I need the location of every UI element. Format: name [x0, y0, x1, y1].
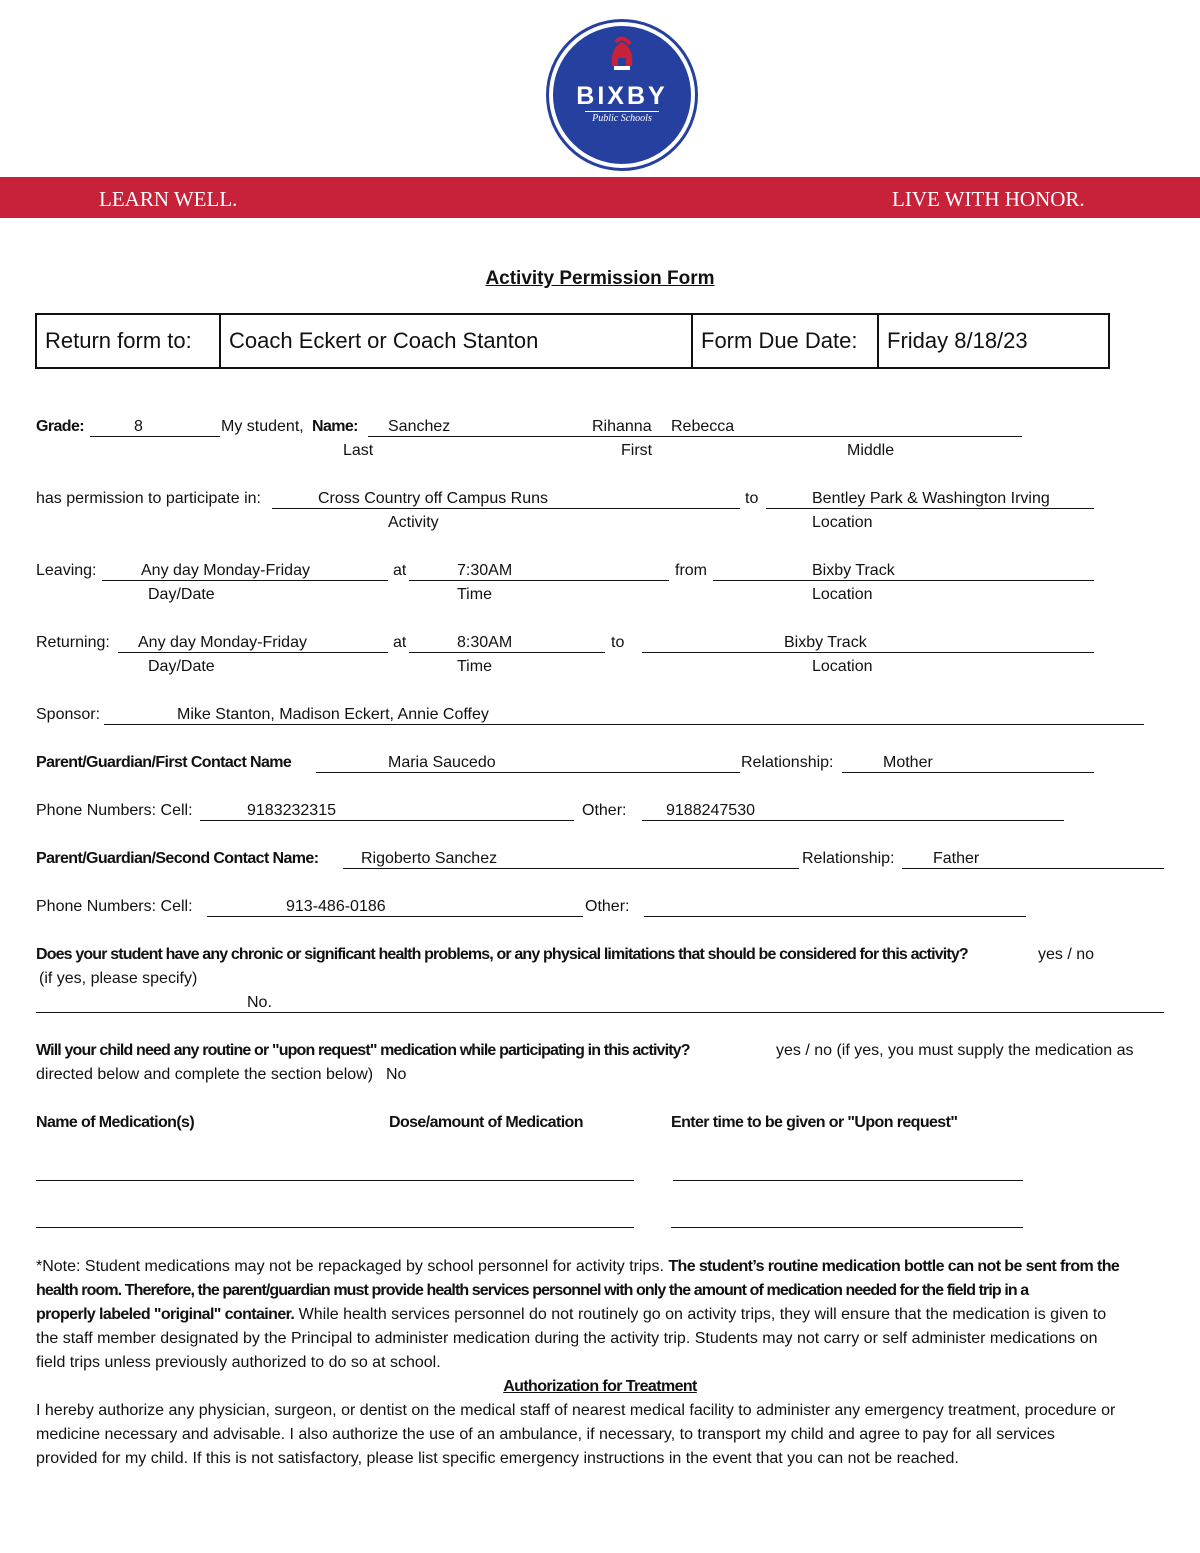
- due-label: Form Due Date:: [693, 315, 879, 367]
- returning-at: at: [393, 634, 407, 651]
- first-caption: First: [621, 442, 653, 459]
- contact2-phone-label: Phone Numbers: Cell:: [36, 898, 193, 915]
- medication-col-name: Name of Medication(s): [36, 1114, 195, 1131]
- contact2-relationship-line: [902, 868, 1164, 869]
- contact2-relationship-value: Father: [933, 850, 980, 867]
- leaving-time-value: 7:30AM: [457, 562, 513, 579]
- medication-row2-name-line: [36, 1227, 634, 1228]
- contact1-name-value: Maria Saucedo: [388, 754, 496, 771]
- returning-day-line: [118, 652, 388, 653]
- authorization-line3: provided for my child. If this is not satisfactory, please list specific emergency instructions in the event that you can not be reached.: [36, 1450, 959, 1467]
- return-value: Coach Eckert or Coach Stanton: [221, 315, 693, 367]
- medication-answer: No: [386, 1066, 407, 1083]
- leaving-location-value: Bixby Track: [812, 562, 895, 579]
- last-name-value: Sanchez: [388, 418, 451, 435]
- grade-label: Grade:: [36, 418, 84, 435]
- leaving-day-line: [102, 580, 388, 581]
- leaving-day-value: Any day Monday-Friday: [141, 562, 310, 579]
- contact2-cell-value: 913-486-0186: [286, 898, 386, 915]
- contact2-relationship-label: Relationship:: [802, 850, 895, 867]
- returning-time-line: [409, 652, 605, 653]
- returning-location-line: [642, 652, 1094, 653]
- activity-label: has permission to participate in:: [36, 490, 261, 507]
- activity-caption: Activity: [388, 514, 439, 531]
- note-line5: field trips unless previously authorized to do so at school.: [36, 1354, 441, 1371]
- note-start: *Note: Student medications may not be repackaged by school personnel for activity trips.: [36, 1258, 664, 1275]
- note-line1: [36, 1258, 1119, 1276]
- authorization-line2: medicine necessary and advisable. I also authorize the use of an ambulance, if necessary, to transport my child and agree to pay for all services: [36, 1426, 1055, 1443]
- returning-day-caption: Day/Date: [148, 658, 215, 675]
- returning-location-caption: Location: [812, 658, 873, 675]
- note-bold3: properly labeled "original" container.: [36, 1306, 295, 1323]
- contact1-relationship-line: [842, 772, 1094, 773]
- sponsor-label: Sponsor:: [36, 706, 101, 723]
- health-question: Does your student have any chronic or significant health problems, or any physical limitations that should be considered for this activity?: [36, 946, 968, 963]
- activity-value: Cross Country off Campus Runs: [318, 490, 549, 507]
- contact2-name-line: [343, 868, 799, 869]
- activity-location-line: [766, 508, 1094, 509]
- activity-to: to: [745, 490, 759, 507]
- leaving-from: from: [675, 562, 707, 579]
- middle-name-value: Rebecca: [671, 418, 735, 435]
- medication-row1-name-line: [36, 1180, 634, 1181]
- activity-location-value: Bentley Park & Washington Irving: [812, 490, 1050, 507]
- contact1-cell-value: 9183232315: [247, 802, 336, 819]
- medication-line2: directed below and complete the section below): [36, 1066, 374, 1083]
- returning-time-caption: Time: [457, 658, 492, 675]
- note-rest3: While health services personnel do not routinely go on activity trips, they will ensure that the medication is given to: [298, 1306, 1107, 1323]
- name-label: Name:: [312, 418, 358, 435]
- returning-day-value: Any day Monday-Friday: [138, 634, 307, 651]
- right-motto: LIVE WITH HONOR.: [892, 187, 1085, 211]
- logo-name: BIXBY: [576, 82, 668, 110]
- authorization-title: Authorization for Treatment: [503, 1378, 697, 1395]
- leaving-label: Leaving:: [36, 562, 97, 579]
- logo-subtitle: Public Schools: [592, 113, 652, 124]
- leaving-day-caption: Day/Date: [148, 586, 215, 603]
- due-value: Friday 8/18/23: [887, 328, 1028, 353]
- return-label: Return form to:: [37, 315, 221, 367]
- spartan-helmet-icon: [608, 36, 636, 76]
- note-line2: health room. Therefore, the parent/guardian must provide health services personnel with only the amount of medication needed for the field trip in a: [36, 1282, 1029, 1299]
- contact1-relationship-label: Relationship:: [741, 754, 834, 771]
- sponsor-line: [104, 724, 1144, 725]
- left-motto: LEARN WELL.: [99, 187, 238, 211]
- note-bold1: The student’s routine medication bottle can not be sent from the: [668, 1258, 1120, 1275]
- health-answer-line: [36, 1012, 1164, 1013]
- first-name-value: Rihanna: [592, 418, 652, 435]
- contact1-label: Parent/Guardian/First Contact Name: [36, 754, 292, 771]
- returning-to: to: [611, 634, 625, 651]
- grade-line: [90, 436, 220, 437]
- leaving-location-line: [713, 580, 1094, 581]
- contact2-other-label: Other:: [585, 898, 630, 915]
- returning-time-value: 8:30AM: [457, 634, 513, 651]
- medication-col-dose: Dose/amount of Medication: [389, 1114, 583, 1131]
- contact2-other-line: [644, 916, 1026, 917]
- form-title: Activity Permission Form: [485, 268, 715, 289]
- name-line: [368, 436, 1022, 437]
- medication-row2-time-line: [671, 1227, 1023, 1228]
- returning-location-value: Bixby Track: [784, 634, 867, 651]
- activity-line: [272, 508, 740, 509]
- last-caption: Last: [343, 442, 374, 459]
- health-options: yes / no: [1038, 946, 1095, 963]
- health-answer: No.: [247, 994, 272, 1011]
- logo-divider: [585, 111, 659, 112]
- leaving-time-line: [409, 580, 669, 581]
- contact1-other-line: [642, 820, 1064, 821]
- medication-options: yes / no (if yes, you must supply the medication as: [776, 1042, 1134, 1059]
- contact1-cell-line: [200, 820, 574, 821]
- returning-label: Returning:: [36, 634, 110, 651]
- note-line4: the staff member designated by the Principal to administer medication during the activity trip. Students may not carry or self administer medications on: [36, 1330, 1098, 1347]
- leaving-time-caption: Time: [457, 586, 492, 603]
- activity-location-caption: Location: [812, 514, 873, 531]
- contact2-cell-line: [207, 916, 583, 917]
- grade-value: 8: [134, 418, 143, 435]
- return-info-box: [35, 313, 1110, 369]
- medication-col-time: Enter time to be given or "Upon request": [671, 1114, 958, 1131]
- medication-row1-time-line: [673, 1180, 1023, 1181]
- leaving-location-caption: Location: [812, 586, 873, 603]
- contact1-phone-label: Phone Numbers: Cell:: [36, 802, 193, 819]
- my-student-text: My student,: [221, 418, 304, 435]
- contact1-name-line: [316, 772, 740, 773]
- health-specify: (if yes, please specify): [39, 970, 198, 987]
- medication-question: Will your child need any routine or "upon request" medication while participating in this activity?: [36, 1042, 690, 1059]
- contact1-other-value: 9188247530: [666, 802, 755, 819]
- note-line3: [36, 1306, 1106, 1324]
- middle-caption: Middle: [847, 442, 895, 459]
- motto-band: [0, 177, 1200, 218]
- contact2-name-value: Rigoberto Sanchez: [361, 850, 498, 867]
- authorization-line1: I hereby authorize any physician, surgeon, or dentist on the medical staff of nearest medical facility to administer any emergency treatment, procedure or: [36, 1402, 1116, 1419]
- leaving-at: at: [393, 562, 407, 579]
- contact2-label: Parent/Guardian/Second Contact Name:: [36, 850, 319, 867]
- sponsor-value: Mike Stanton, Madison Eckert, Annie Coffey: [177, 706, 489, 723]
- school-logo: [549, 22, 695, 168]
- contact1-other-label: Other:: [582, 802, 627, 819]
- contact1-relationship-value: Mother: [883, 754, 933, 771]
